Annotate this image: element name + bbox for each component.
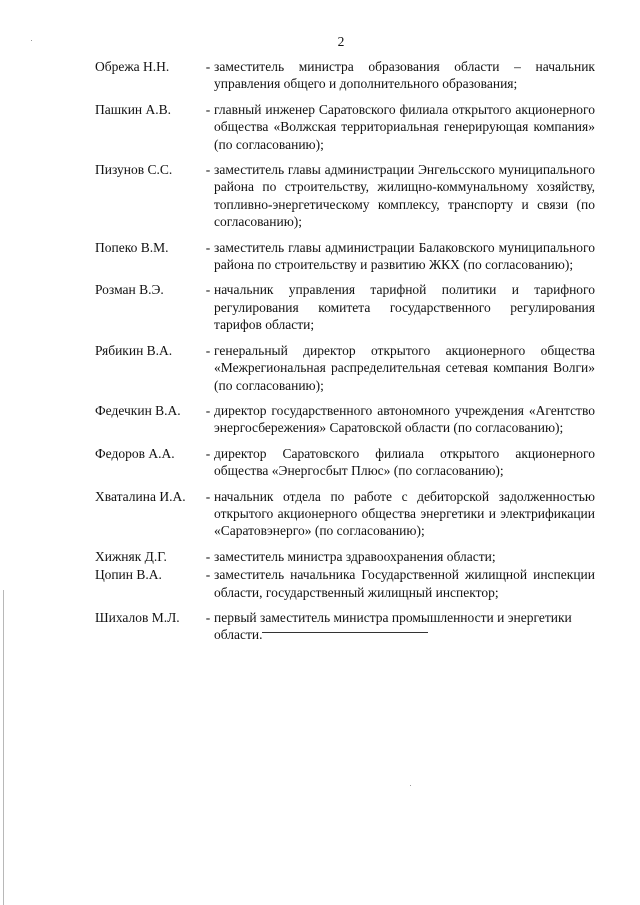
separator-dash: - <box>205 609 211 625</box>
list-item <box>95 58 595 93</box>
list-item <box>95 342 595 394</box>
list-item <box>95 281 595 333</box>
separator-dash: - <box>205 567 211 583</box>
list-item <box>95 239 595 274</box>
member-position: заместитель главы администрации Энгельсского муниципального района по строительству, жилищно-коммунальному хозяйству, топливно-энергетическому комплексу, транспорту и связи (по согласованию); <box>214 162 595 230</box>
member-position: директор Саратовского филиала открытого акционерного общества «Энергосбыт Плюс» (по согласованию); <box>214 445 595 479</box>
scan-speck <box>410 785 411 786</box>
member-name: Рябикин В.А. <box>95 342 173 358</box>
member-position: заместитель министра здравоохранения области; <box>214 548 496 564</box>
member-position: директор государственного автономного учреждения «Агентство энергосбережения» Саратовской области (по согласованию); <box>214 402 595 436</box>
scan-edge-line <box>3 590 4 905</box>
member-name: Федоров А.А. <box>95 445 175 461</box>
page-number: 2 <box>337 34 345 49</box>
member-position: заместитель министра образования области – начальник управления общего и дополнительного образования; <box>214 59 595 92</box>
end-divider-line <box>262 632 428 633</box>
separator-dash: - <box>205 239 211 255</box>
list-item <box>95 488 595 540</box>
separator-dash: - <box>205 101 211 117</box>
member-position: заместитель главы администрации Балаковского муниципального района по строительству и развитию ЖКХ (по согласованию); <box>214 239 595 273</box>
list-item <box>95 609 595 644</box>
member-position: главный инженер Саратовского филиала открытого акционерного общества «Волжская территориальная генерирующая компания» (по согласованию); <box>214 101 595 152</box>
list-item <box>95 445 595 480</box>
member-name: Шихалов М.Л. <box>95 609 180 625</box>
list-item <box>95 548 595 565</box>
member-name: Обрежа Н.Н. <box>95 59 170 74</box>
member-list <box>95 58 595 652</box>
member-position: начальник отдела по работе с дебиторской задолженностью открытого акционерного общества энергетики и электрификации «Саратовэнерго» (по согласованию); <box>214 488 595 539</box>
separator-dash: - <box>205 402 211 418</box>
list-item <box>95 566 595 601</box>
member-position: заместитель начальника Государственной жилищной инспекции области, государственный жилищный инспектор; <box>214 567 595 600</box>
member-name: Пашкин А.В. <box>95 101 172 117</box>
separator-dash: - <box>205 488 211 504</box>
separator-dash: - <box>205 59 211 74</box>
separator-dash: - <box>205 162 211 178</box>
member-name: Хижняк Д.Г. <box>95 548 167 564</box>
member-position: начальник управления тарифной политики и тарифного регулирования комитета государственного регулирования тарифов области; <box>214 282 595 333</box>
separator-dash: - <box>205 282 211 298</box>
list-item <box>95 402 595 437</box>
member-name: Цопин В.А. <box>95 567 162 583</box>
member-name: Федечкин В.А. <box>95 402 181 418</box>
separator-dash: - <box>205 342 211 358</box>
member-name: Розман В.Э. <box>95 282 164 298</box>
member-position: первый заместитель министра промышленности и энергетики области. <box>214 609 572 643</box>
member-name: Пизунов С.С. <box>95 162 173 178</box>
member-position: генеральный директор открытого акционерного общества «Межрегиональная распределительная сетевая компания Волги» (по согласованию); <box>214 342 595 393</box>
list-item <box>95 101 595 153</box>
member-name: Хваталина И.А. <box>95 488 186 504</box>
member-name: Попеко В.М. <box>95 239 169 255</box>
separator-dash: - <box>205 445 211 461</box>
list-item <box>95 161 595 231</box>
separator-dash: - <box>205 548 211 564</box>
